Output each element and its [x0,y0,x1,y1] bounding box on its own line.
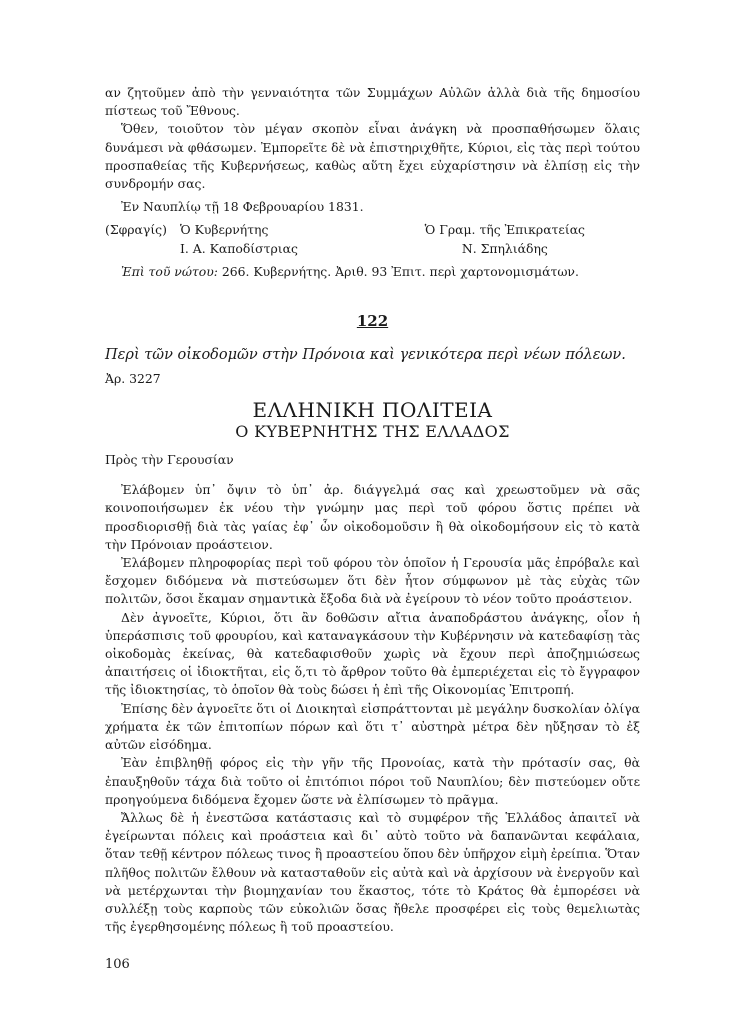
body-paragraph: Δὲν ἀγνοεῖτε, Κύριοι, ὅτι ἂν δοθῶσιν αἴτια ἀναποδράστου ἀνάγκης, οἷον ἡ ὑπεράσπισις τοῦ φρουρίου, καὶ καταναγκάσουν τὴν Κυβέρνησιν νὰ κατεδαφίσῃ τὰς οἰκοδομὰς ἐκείνας, θὰ κατεδαφισθοῦν χωρὶς νὰ ἔχουν περὶ ἀποζημιώσεως ἀπαιτήσεις οἱ ἰδιοκτῆται, εἰς ὅ,τι τὸ ἄρθρον τοῦτο θὰ ἐμπεριέχεται εἰς τὸ ἔγγραφον τῆς ἰδιοκτησίας, τὸ ὁποῖον θὰ τοὺς δώσει ἡ ἐπὶ τῆς Οἰκονομίας Ἐπιτροπή. [105,609,640,698]
body-paragraph: Ἄλλως δὲ ἡ ἐνεστῶσα κατάστασις καὶ τὸ συμφέρον τῆς Ἑλλάδος ἀπαιτεῖ νὰ ἐγείρωνται πόλεις καὶ προάστεια καὶ δι᾿ αὐτὸ τοῦτο νὰ δαπανῶνται κεφάλαια, ὅταν τεθῇ κέντρον πόλεως τινος ἢ προαστείου ὅπου δὲν ὑπῆρχον εἰμὴ ἐρείπια. Ὅταν πλῆθος πολιτῶν ἔλθουν νὰ κατασταθοῦν εἰς αὐτὰ καὶ νὰ ἀρχίσουν νὰ ἐνεργοῦν καὶ νὰ μετέρχωνται τὴν βιομηχανίαν του ἕκαστος, τότε τὸ Κράτος θὰ ἐμπορέσει νὰ συλλέξῃ τοὺς καρποὺς τῶν εὐκολιῶν ὅσας ἤθελε προσφέρει εἰς τοὺς θεμελιωτὰς τῆς ἐγερθησομένης πόλεως ἢ τοῦ προαστείου. [105,809,640,935]
governor-title: Ὁ Κυβερνήτης [180,222,269,238]
page-text-block [105,84,640,936]
continued-paragraph: αν ζητοῦμεν ἀπὸ τὴν γενναιότητα τῶν Συμμάχων Αὐλῶν ἀλλὰ διὰ τῆς δημοσίου πίστεως τοῦ Ἔθνους. [105,85,640,119]
place-date-line: Ἐν Ναυπλίῳ τῇ 18 Φεβρουαρίου 1831. [121,199,364,215]
body-paragraph: Ἐλάβομεν πληροφορίας περὶ τοῦ φόρου τὸν ὁποῖον ἡ Γερουσία μᾶς ἐπρόβαλε καὶ ἔσχομεν διδόμενα νὰ πιστεύσωμεν ὅτι δὲν ἦτον σύμφωνον μὲ τὰς εὐχὰς τῶν πολιτῶν, ὅσοι ἔκαμαν σημαντικὰ ἔξοδα διὰ νὰ ἐγείρουν τὸ νέον τοῦτο προάστειον. [105,555,640,607]
signature-left [105,221,298,257]
body-paragraph: Ἐπίσης δὲν ἀγνοεῖτε ὅτι οἱ Διοικηταὶ εἰσπράττονται μὲ μεγάλην δυσκολίαν ὀλίγα χρήματα ἐκ τῶν ἐπιτοπίων πόρων καὶ ὅτι τ᾿ αὐστηρὰ μέτρα δὲν ηὔξησαν τὸ ἐξ αὐτῶν εἰσόδημα. [105,700,640,753]
closing-paragraph: Ὅθεν, τοιοῦτον τὸν μέγαν σκοπὸν εἶναι ἀνάγκη νὰ προσπαθήσωμεν ὅλαις δυνάμεσι νὰ φθάσωμεν. Ἐμπορεῖτε δὲ νὰ ἐπιστηριχθῆτε, Κύριοι, εἰς τὰς περὶ τούτου προσπαθείας τῆς Κυβερνήσεως, καθὼς αὕτη ἔχει εὐχαρίστησιν νὰ ἐλπίσῃ εἰς τὴν συνδρομήν σας. [105,121,640,192]
seal-label: (Σφραγίς) [105,222,167,238]
governor-name: Ι. Α. Καποδίστριας [180,240,298,256]
signature-right [425,221,640,257]
document-title: Περὶ τῶν οἰκοδομῶν στὴν Πρόνοια καὶ γενικότερα περὶ νέων πόλεων. [105,347,626,364]
body-paragraph: Ἐλάβομεν ὑπ᾿ ὄψιν τὸ ὑπ᾿ ἀρ. διάγγελμά σας καὶ χρεωστοῦμεν νὰ σᾶς κοινοποιήσωμεν ἐκ νέου τὴν γνώμην μας περὶ τοῦ φόρου ὅστις πρέπει νὰ προσδιορισθῇ διὰ τὰς γαίας ἐφ᾿ ὧν οἰκοδομοῦσιν ἢ θὰ οἰκοδομήσουν εἰς τὸ κατὰ τὴν Πρόνοιαν προάστειον. [105,482,640,552]
page-number: 106 [105,957,130,972]
document-number: 122 [356,312,389,331]
secretary-name: Ν. Σπηλιάδης [461,240,548,256]
body-paragraph: Ἐὰν ἐπιβληθῇ φόρος εἰς τὴν γῆν τῆς Προνοίας, κατὰ τὴν πρότασίν σας, θὰ ἐπαυξηθοῦν τάχα διὰ τοῦτο οἱ ἐπιτόπιοι πόροι τοῦ Ναυπλίου; δὲν πιστεύομεν οὔτε προηγούμενα διδόμενα ἔχομεν ὥστε νὰ ἐλπίσωμεν τὸ πρᾶγμα. [105,755,640,807]
state-heading: ΕΛΛΗΝΙΚΗ ΠΟΛΙΤΕΙΑ [252,397,493,422]
source-note-text: 266. Κυβερνήτης. Ἀριθ. 93 Ἐπιτ. περὶ χαρτονομισμάτων. [217,263,579,279]
secretary-title: Ὁ Γραμ. τῆς Ἐπικρατείας [424,222,585,238]
source-note [105,263,640,281]
source-note-label: Ἐπὶ τοῦ νώτου: [121,263,218,279]
addressee-line: Πρὸς τὴν Γερουσίαν [105,452,234,468]
governor-heading: Ο ΚΥΒΕΡΝΗΤΗΣ ΤΗΣ ΕΛΛΑΔΟΣ [235,421,510,441]
document-reference: Ἀρ. 3227 [105,371,161,387]
signature-block [105,221,640,257]
